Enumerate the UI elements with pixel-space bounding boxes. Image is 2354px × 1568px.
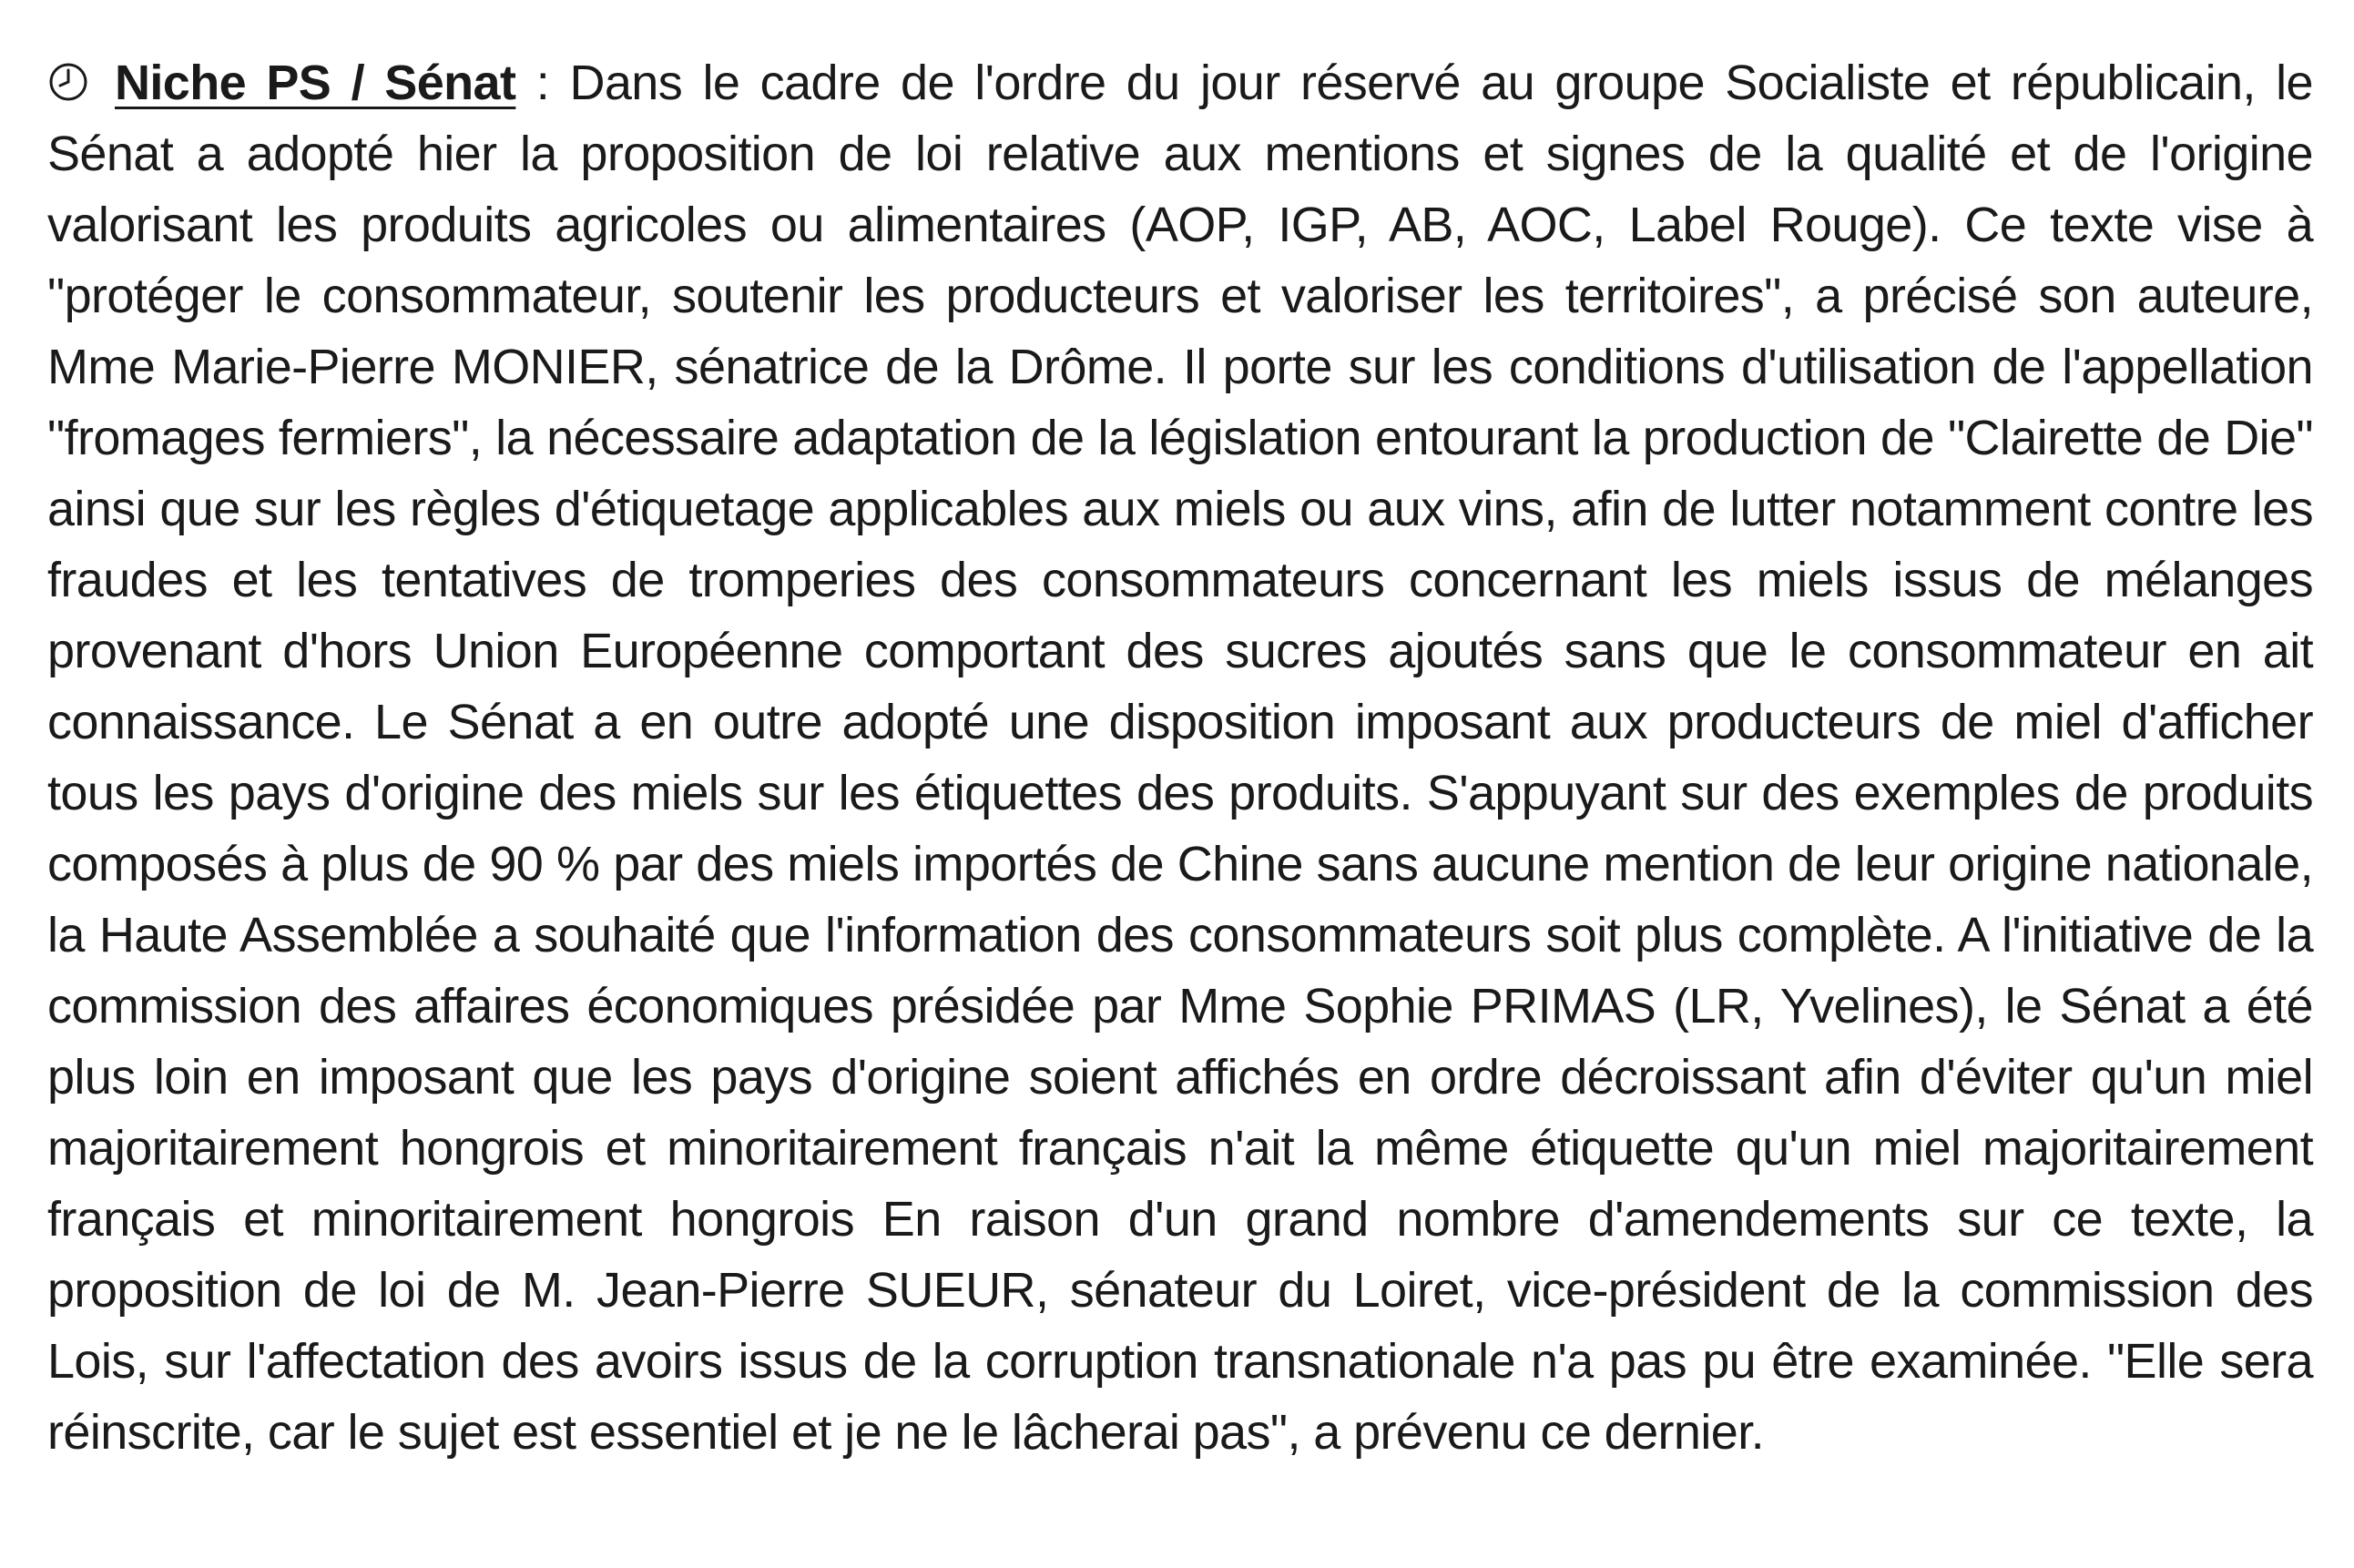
article-paragraph <box>47 47 2313 1468</box>
article-heading: Niche PS / Sénat <box>115 56 516 110</box>
article-body: Dans le cadre de l'ordre du jour réservé au groupe Socialiste et républicain, le Sénat a adopté hier la proposition de loi relative aux mentions et signes de la qualité et de l'origine valorisant les produits agricoles ou alimentaires (AOP, IGP, AB, AOC, Label Rouge). Ce texte vise à "protéger le consommateur, soutenir les producteurs et valoriser les territoires", a précisé son auteure, Mme Marie-Pierre MONIER, sénatrice de la Drôme. Il porte sur les conditions d'utilisation de l'appellation "fromages fermiers", la nécessaire adaptation de la législation entourant la production de "Clairette de Die" ainsi que sur les règles d'étiquetage applicables aux miels ou aux vins, afin de lutter notamment contre les fraudes et les tentatives de tromperies des consommateurs concernant les miels issus de mélanges provenant d'hors Union Européenne comportant des sucres ajoutés sans que le consommateur en ait connaissance. Le Sénat a en outre adopté une disposition imposant aux producteurs de miel d'afficher tous les pays d'origine des miels sur les étiquettes des produits. S'appuyant sur des exemples de produits composés à plus de 90 % par des miels importés de Chine sans aucune mention de leur origine nationale, la Haute Assemblée a souhaité que l'information des consommateurs soit plus complète. A l'initiative de la commission des affaires économiques présidée par Mme Sophie PRIMAS (LR, Yvelines), le Sénat a été plus loin en imposant que les pays d'origine soient affichés en ordre décroissant afin d'éviter qu'un miel majoritairement hongrois et minoritairement français n'ait la même étiquette qu'un miel majoritairement français et minoritairement hongrois En raison d'un grand nombre d'amendements sur ce texte, la proposition de loi de M. Jean-Pierre SUEUR, sénateur du Loiret, vice-président de la commission des Lois, sur l'affectation des avoirs issus de la corruption transnationale n'a pas pu être examinée. "Elle sera réinscrite, car le sujet est essentiel et je ne le lâcherai pas", a prévenu ce dernier. <box>47 56 2313 1460</box>
heading-separator: : <box>515 56 570 110</box>
clock-icon <box>47 61 89 103</box>
document-page <box>47 47 2313 1541</box>
